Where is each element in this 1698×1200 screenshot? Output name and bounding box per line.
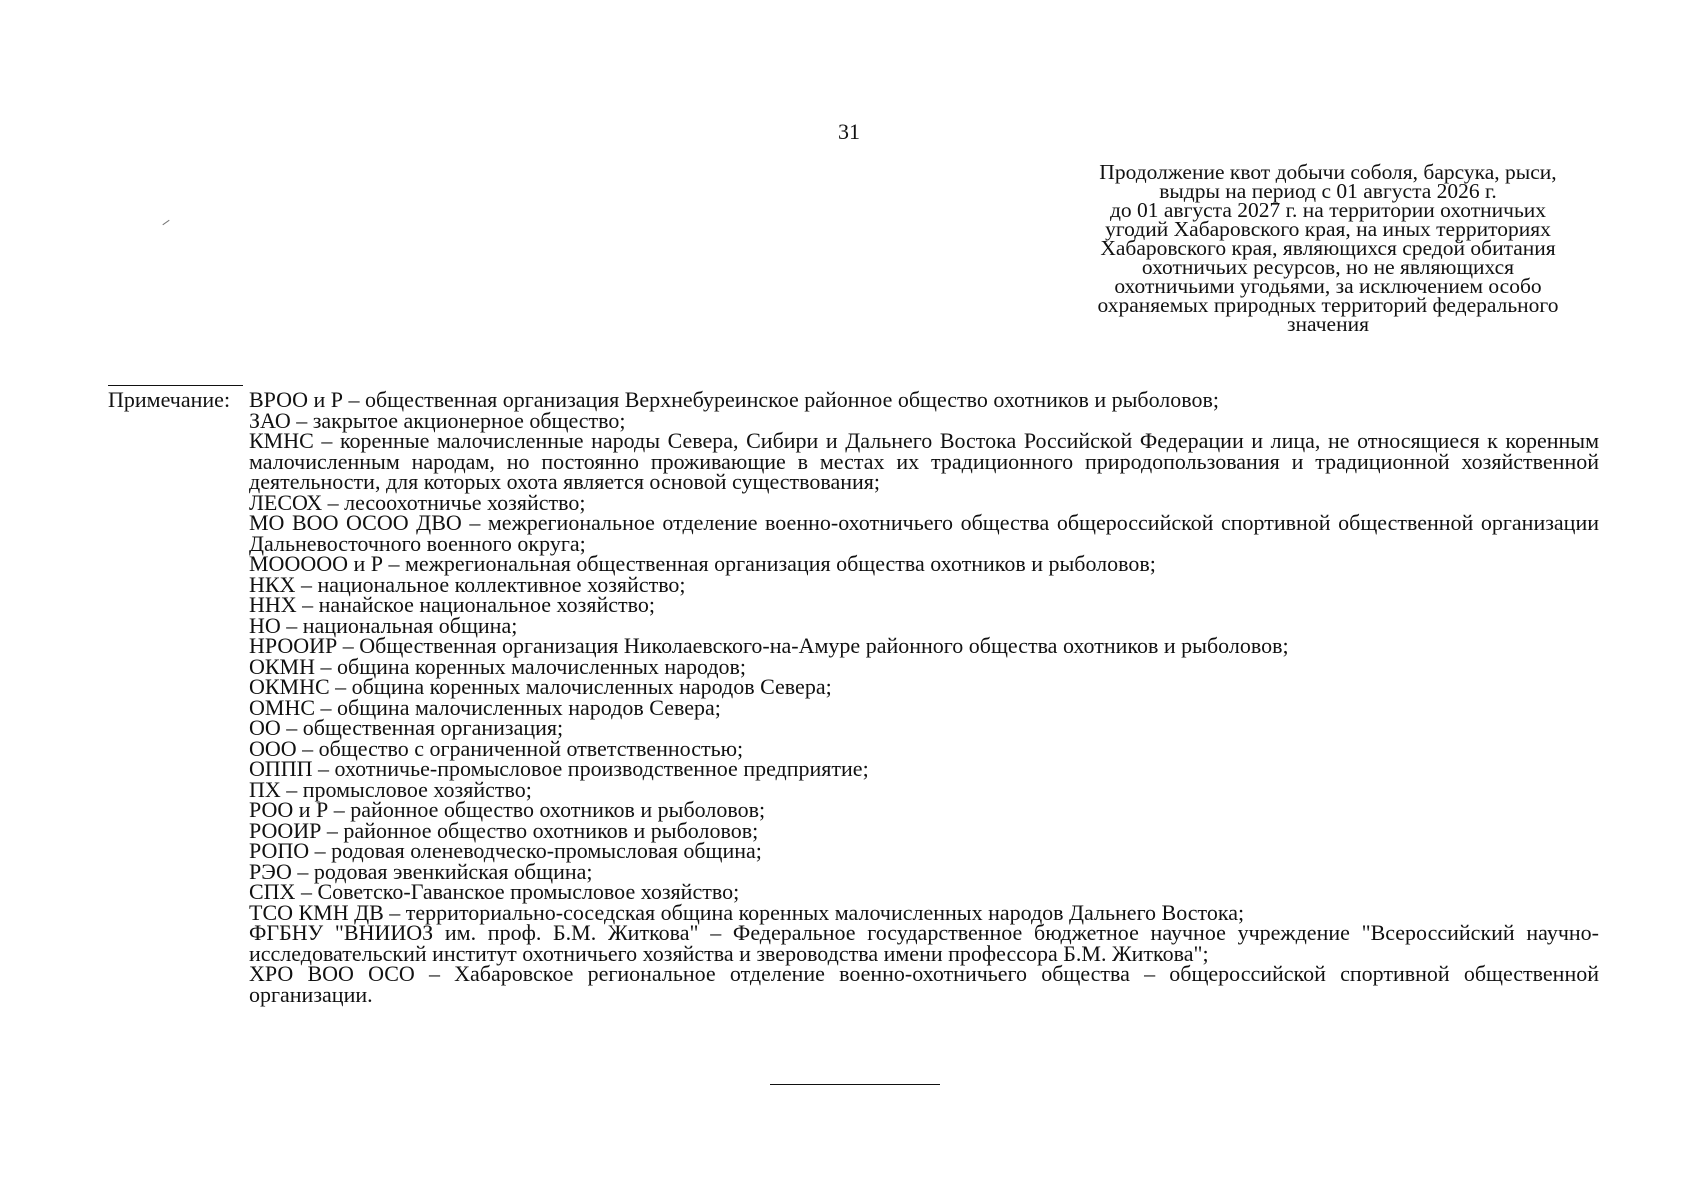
note-item: РОО и Р – районное общество охотников и рыболовов; — [249, 797, 766, 822]
note-label: Примечание: — [108, 387, 231, 412]
abbreviation-notes — [249, 387, 1599, 1007]
note-item: ТСО КМН ДВ – территориально-соседская община коренных малочисленных народов Дальнего Востока; — [249, 899, 1245, 925]
scan-mark — [162, 220, 169, 225]
end-rule — [770, 1084, 940, 1085]
note-item: ООО – общество с ограниченной ответственностью; — [249, 735, 744, 761]
note-separator-rule — [108, 385, 243, 386]
note-item: ННХ – нанайское национальное хозяйство; — [249, 592, 655, 617]
heading-line: угодий Хабаровского края, на иных территориях — [1105, 217, 1551, 241]
heading-line: до 01 августа 2027 г. на территории охотничьих — [1109, 198, 1547, 222]
note-item: ЛЕСОХ – лесоохотничье хозяйство; — [249, 489, 586, 515]
note-item: ОМНС – община малочисленных народов Севера; — [249, 694, 721, 720]
heading-line: выдры на период с 01 августа 2026 г. — [1159, 179, 1497, 203]
heading-line: Продолжение квот добычи соболя, барсука, рыси, — [1099, 160, 1557, 184]
heading-line: охотничьими угодьями, за исключением особо — [1114, 274, 1542, 298]
heading-line: охотничьих ресурсов, но не являющихся — [1141, 255, 1515, 279]
note-item: РООИР – районное общество охотников и рыболовов; — [249, 817, 759, 843]
note-item: ПХ – промысловое хозяйство; — [249, 776, 532, 802]
note-item: ХРО ВОО ОСО – Хабаровское региональное отделение военно-охотничьего общества – общероссийской спортивной общественной организации. — [249, 961, 1599, 1007]
note-item: КМНС – коренные малочисленные народы Севера, Сибири и Дальнего Востока Российской Федерации и лица, не относящиеся к коренным малочисленным народам, но постоянно проживающие в местах их традиционного природопользования и традиционной хозяйственной деятельности, для которых охота является основой существования; — [249, 428, 1599, 494]
note-item: РОПО – родовая оленеводческо-промысловая община; — [249, 838, 762, 863]
heading-line: значения — [1287, 312, 1369, 336]
note-item: МООООО и Р – межрегиональная общественная организация общества охотников и рыболовов; — [249, 551, 1156, 576]
note-item: НРООИР – Общественная организация Николаевского-на-Амуре районного общества охотников и рыболовов; — [249, 633, 1289, 658]
note-item: ОКМНС – община коренных малочисленных народов Севера; — [249, 674, 832, 699]
note-item: ОППП – охотничье-промысловое производственное предприятие; — [249, 756, 869, 781]
page-number: 31 — [838, 119, 860, 144]
note-item: МО ВОО ОСОО ДВО – межрегиональное отделение военно-охотничьего общества общероссийской спортивной общественной организации Дальневосточного военного округа; — [249, 510, 1599, 556]
heading-line: Хабаровского края, являющихся средой обитания — [1100, 236, 1556, 260]
note-item: ОО – общественная организация; — [249, 715, 564, 740]
document-heading — [1058, 160, 1598, 336]
note-item: ФГБНУ "ВНИИОЗ им. проф. Б.М. Житкова" – Федеральное государственное бюджетное научное учреждение "Всероссийский научно-исследовательский институт охотничьего хозяйства и звероводства имени профессора Б.М. Житкова"; — [249, 920, 1599, 966]
note-item: РЭО – родовая эвенкийская община; — [249, 858, 593, 884]
note-item: ВРОО и Р – общественная организация Верхнебуреинское районное общество охотников и рыболовов; — [249, 387, 1220, 412]
note-item: ОКМН – община коренных малочисленных народов; — [249, 653, 747, 679]
note-item: ЗАО – закрытое акционерное общество; — [249, 407, 626, 433]
note-item: СПХ – Советско-Гаванское промысловое хозяйство; — [249, 879, 740, 904]
note-item: НО – национальная община; — [249, 612, 518, 638]
heading-line: охраняемых природных территорий федерального — [1097, 293, 1559, 317]
note-item: НКХ – национальное коллективное хозяйство; — [249, 571, 686, 597]
